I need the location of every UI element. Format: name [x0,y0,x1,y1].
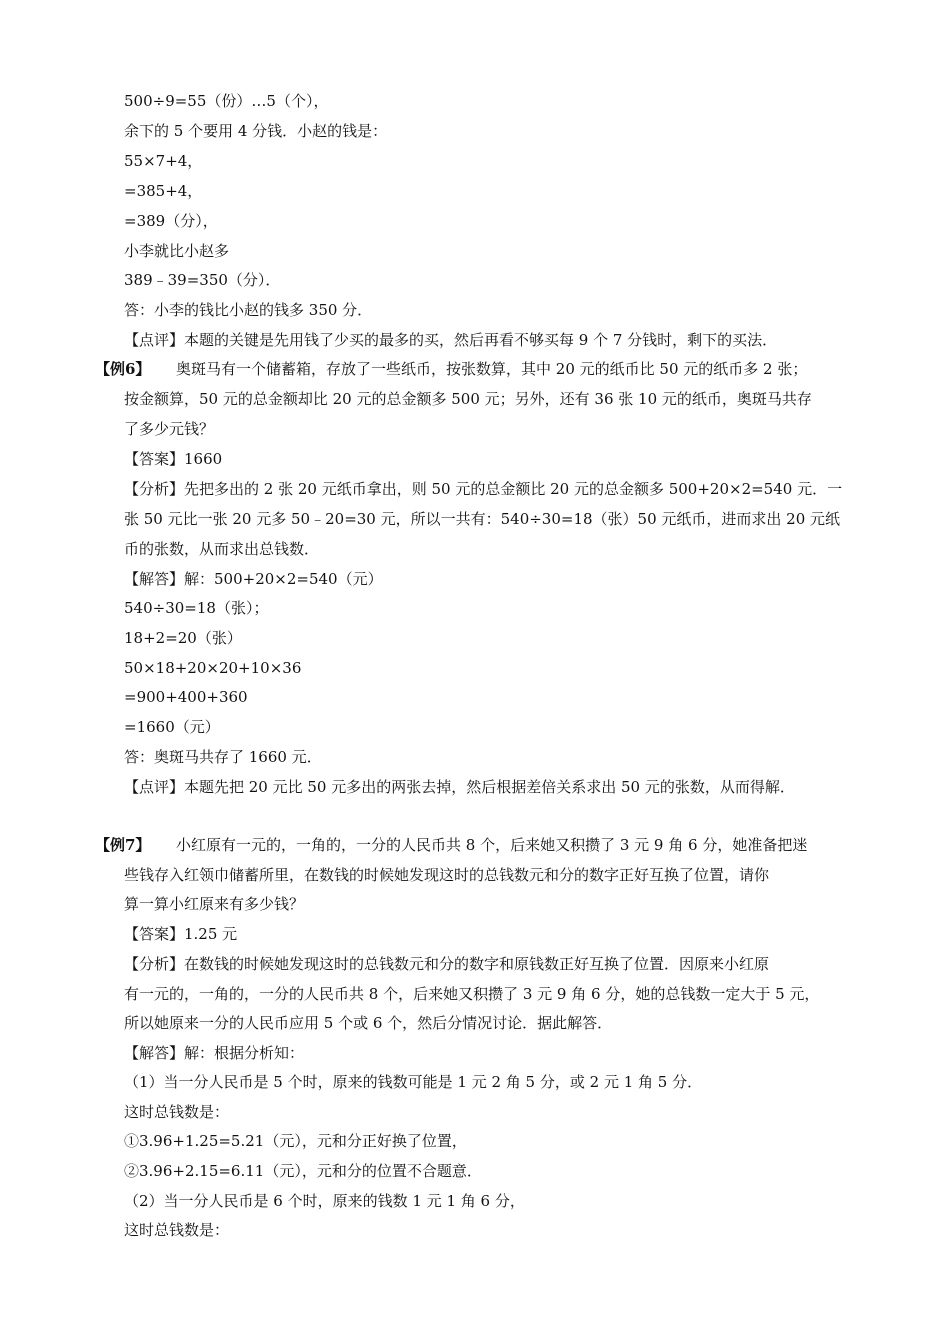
ex7-question-line-2: 些钱存入红领巾储蓄所里，在数钱的时候她发现这时的总钱数元和分的数字正好互换了位置，请你 [124,866,770,884]
ex6-final-answer: 答：奥斑马共存了 1660 元． [124,748,322,766]
ex6-solution-line-4: 50×18+20×20+10×36 [124,659,302,677]
prev-line-6: 小李就比小赵多 [124,242,230,260]
ex6-comment: 【点评】本题先把 20 元比 50 元多出的两张去掉，然后根据差倍关系求出 50 元的张数，从而得解． [124,778,795,796]
ex7-analysis-line-2: 有一元的，一角的，一分的人民币共 8 个，后来她又积攒了 3 元 9 角 6 分，她的总钱数一定大于 5 元， [124,985,820,1003]
ex7-label: 【例7】 [95,836,151,854]
ex7-solution-line-2: （1）当一分人民币是 5 个时，原来的钱数可能是 1 元 2 角 5 分，或 2 元 1 角 5 分． [124,1073,703,1091]
ex6-analysis-line-2: 张 50 元比一张 20 元多 50﹣20=30 元，所以一共有：540÷30=18（张）50 元纸币，进而求出 20 元纸 [124,510,841,528]
ex7-solution-line-1: 【解答】解：根据分析知： [124,1044,305,1062]
ex7-solution-line-4: ①3.96+1.25=5.21（元），元和分正好换了位置， [124,1132,467,1150]
ex6-analysis-line-1: 【分析】先把多出的 2 张 20 元纸币拿出，则 50 元的总金额比 20 元的总金额多 500+20×2=540 元．一 [124,480,843,498]
ex7-solution-line-3: 这时总钱数是： [124,1103,230,1121]
prev-line-2: 余下的 5 个要用 4 分钱．小赵的钱是： [124,122,388,140]
prev-comment: 【点评】本题的关键是先用钱了少买的最多的买，然后再看不够买每 9 个 7 分钱时，剩下的买法． [124,331,778,349]
prev-answer: 答：小李的钱比小赵的钱多 350 分． [124,301,373,319]
prev-line-4: =385+4， [124,182,203,200]
ex7-analysis-line-3: 所以她原来一分的人民币应用 5 个或 6 个，然后分情况讨论．据此解答． [124,1014,613,1032]
ex7-solution-line-7: 这时总钱数是： [124,1221,230,1239]
ex7-solution-line-6: （2）当一分人民币是 6 个时，原来的钱数 1 元 1 角 6 分， [124,1192,525,1210]
ex6-question-line-3: 了多少元钱？ [124,420,215,438]
ex7-question-line-3: 算一算小红原来有多少钱？ [124,895,305,913]
ex7-answer: 【答案】1.25 元 [124,925,238,943]
ex6-question-line-1: 奥斑马有一个储蓄箱，存放了一些纸币，按张数算，其中 20 元的纸币比 50 元的纸币多 2 张； [176,360,808,378]
ex6-solution-line-6: =1660（元） [124,718,220,736]
ex6-answer: 【答案】1660 [124,450,223,468]
ex7-analysis-line-1: 【分析】在数钱的时候她发现这时的总钱数元和分的数字和原钱数正好互换了位置．因原来小红原 [124,955,770,973]
ex6-analysis-line-3: 币的张数，从而求出总钱数． [124,540,320,558]
prev-line-1: 500÷9=55（份）…5（个）， [124,92,329,110]
ex6-solution-line-2: 540÷30=18（张）； [124,599,269,617]
prev-line-5: =389（分）， [124,212,218,230]
ex6-solution-line-5: =900+400+360 [124,688,248,706]
prev-line-3: 55×7+4， [124,152,203,170]
prev-line-7: 389﹣39=350（分）． [124,271,281,289]
ex6-solution-line-3: 18+2=20（张） [124,629,242,647]
ex6-solution-line-1: 【解答】解：500+20×2=540（元） [124,570,383,588]
ex7-question-line-1: 小红原有一元的，一角的，一分的人民币共 8 个，后来她又积攒了 3 元 9 角 6 分，她准备把迷 [176,836,808,854]
ex7-solution-line-5: ②3.96+2.15=6.11（元），元和分的位置不合题意． [124,1162,482,1180]
ex6-question-line-2: 按金额算，50 元的总金额却比 20 元的总金额多 500 元；另外，还有 36 张 10 元的纸币，奥斑马共存 [124,390,812,408]
ex6-label: 【例6】 [95,360,151,378]
